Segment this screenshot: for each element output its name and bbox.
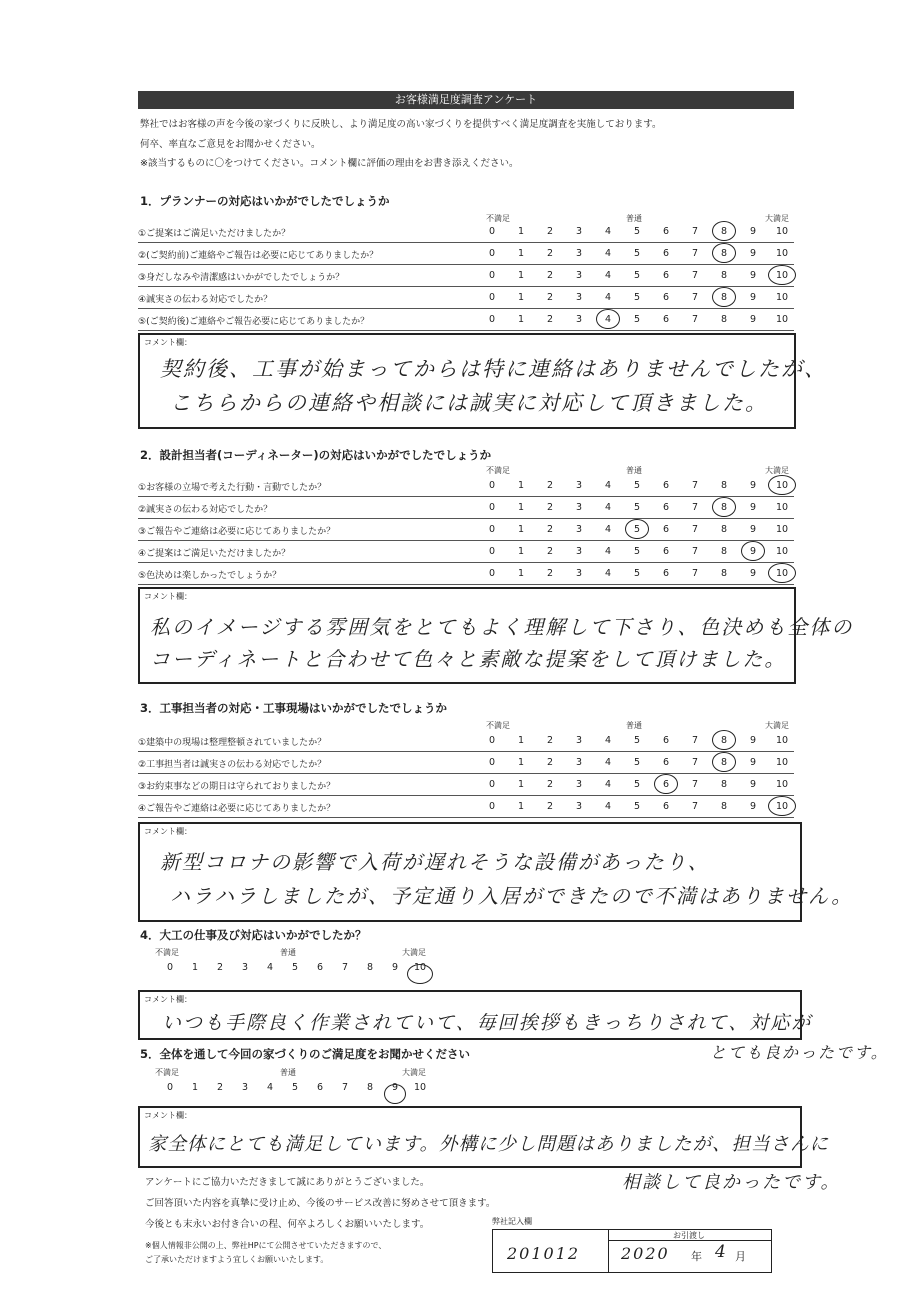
- scale-number: 9: [749, 524, 757, 535]
- answer-circle: [407, 964, 433, 984]
- scale-number: 8: [720, 779, 728, 790]
- scale-number: 3: [241, 962, 249, 973]
- scale-number: 2: [546, 248, 554, 259]
- scale-number: 8: [720, 524, 728, 535]
- scale-number: 10: [775, 524, 789, 535]
- scale-number: 0: [166, 962, 174, 973]
- scale-number: 7: [341, 962, 349, 973]
- scale-low: 不満足: [155, 1068, 179, 1077]
- scale-number: 8: [720, 270, 728, 281]
- scale-number: 1: [517, 735, 525, 746]
- scale-number: 1: [517, 568, 525, 579]
- scale-number: 10: [413, 1082, 427, 1093]
- comment-label: コメント欄：: [144, 592, 192, 601]
- scale-number: 10: [775, 248, 789, 259]
- scale-number: 8: [720, 568, 728, 579]
- scale-number: 1: [517, 524, 525, 535]
- scale-number: 1: [517, 314, 525, 325]
- question-row: [138, 242, 794, 265]
- scale-number: 2: [546, 757, 554, 768]
- scale-number: 0: [488, 779, 496, 790]
- scale-number: 9: [749, 801, 757, 812]
- scale-number: 0: [488, 801, 496, 812]
- scale-mid: 普通: [626, 721, 642, 730]
- scale-number: 10: [775, 801, 789, 812]
- scale-number: 6: [316, 1082, 324, 1093]
- scale-number: 4: [604, 226, 612, 237]
- scale-number: 8: [720, 546, 728, 557]
- scale-number: 3: [575, 779, 583, 790]
- scale-number: 7: [691, 292, 699, 303]
- scale-number: 9: [749, 226, 757, 237]
- answer-circle: [768, 475, 796, 495]
- scale-number: 2: [546, 546, 554, 557]
- scale-number: 0: [488, 248, 496, 259]
- stamp-year-unit: 年: [691, 1250, 702, 1263]
- scale-number: 4: [604, 292, 612, 303]
- scale-low: 不満足: [486, 466, 510, 475]
- scale-number: 10: [775, 757, 789, 768]
- scale-number: 10: [775, 502, 789, 513]
- scale-number: 1: [517, 757, 525, 768]
- intro-line-3: ※該当するものに〇をつけてください。コメント欄に評価の理由をお書き添えください。: [140, 158, 519, 169]
- scale-number: 5: [633, 568, 641, 579]
- stamp-year: 2020: [621, 1244, 670, 1263]
- scale-number: 2: [546, 480, 554, 491]
- scale-number: 0: [488, 314, 496, 325]
- answer-circle: [768, 563, 796, 583]
- scale-number: 9: [391, 1082, 399, 1093]
- scale-number: 6: [316, 962, 324, 973]
- question-row: [138, 308, 794, 331]
- scale-number: 5: [633, 270, 641, 281]
- scale-number: 4: [604, 757, 612, 768]
- section-4-title: 4．大工の仕事及び対応はいかがでしたか？: [140, 928, 367, 942]
- scale-number: 6: [662, 480, 670, 491]
- question-row: [138, 474, 794, 497]
- answer-circle: [712, 752, 736, 772]
- answer-circle: [625, 519, 649, 539]
- scale-number: 5: [633, 502, 641, 513]
- scale-number: 5: [633, 757, 641, 768]
- comment-box-2: [138, 587, 854, 684]
- question-row: [138, 795, 794, 818]
- question-row: [138, 220, 794, 243]
- question-row: [138, 264, 794, 287]
- scale-number: 9: [749, 248, 757, 259]
- answer-circle: [596, 309, 620, 329]
- scale-high: 大満足: [402, 1068, 426, 1077]
- intro-line-1: 弊社ではお客様の声を今後の家づくりに反映し、より満足度の高い家づくりを提供すべく満足度調査を実施しております。: [140, 119, 662, 130]
- scale-number: 6: [662, 292, 670, 303]
- scale-number: 6: [662, 801, 670, 812]
- scale-number: 1: [517, 292, 525, 303]
- scale-number: 6: [662, 546, 670, 557]
- scale-number: 9: [749, 314, 757, 325]
- scale-number: 3: [575, 314, 583, 325]
- scale-number: 3: [575, 735, 583, 746]
- scale-number: 10: [775, 568, 789, 579]
- answer-circle: [712, 221, 736, 241]
- scale-number: 4: [604, 314, 612, 325]
- scale-number: 3: [575, 757, 583, 768]
- privacy-line-1: ※個人情報非公開の上、弊社HPにて公開させていただきますので、: [145, 1241, 387, 1250]
- answer-circle: [654, 774, 678, 794]
- comment-2-line-2: コーディネートと合わせて色々と素敵な提案をして頂けました。: [150, 647, 787, 671]
- scale-number: 0: [488, 546, 496, 557]
- scale-number: 0: [488, 480, 496, 491]
- scale-number: 2: [546, 292, 554, 303]
- scale-number: 10: [775, 226, 789, 237]
- scale-number: 1: [517, 270, 525, 281]
- scale-number: 10: [775, 292, 789, 303]
- answer-circle: [712, 730, 736, 750]
- scale-number: 7: [691, 779, 699, 790]
- question-text: ⑤(ご契約後)ご連絡やご報告必要に応じてありましたか？: [138, 317, 370, 327]
- scale-number: 9: [749, 735, 757, 746]
- survey-title: お客様満足度調査アンケート: [138, 91, 794, 109]
- scale-number: 9: [749, 270, 757, 281]
- comment-label: コメント欄：: [144, 827, 192, 836]
- scale-number: 2: [546, 779, 554, 790]
- scale-number: 7: [691, 270, 699, 281]
- scale-number: 9: [749, 292, 757, 303]
- scale-number: 1: [191, 1082, 199, 1093]
- stamp-divider: [608, 1230, 609, 1272]
- scale-number: 7: [691, 314, 699, 325]
- scale-number: 1: [517, 248, 525, 259]
- scale-number: 9: [749, 779, 757, 790]
- scale-number: 5: [633, 546, 641, 557]
- comment-4-line-1: いつも手際良く作業されていて、毎回挨拶もきっちりされて、対応が: [162, 1012, 813, 1034]
- scale-low: 不満足: [486, 721, 510, 730]
- scale-low: 不満足: [486, 214, 510, 223]
- scale-number: 7: [341, 1082, 349, 1093]
- scale-number: 5: [633, 314, 641, 325]
- question-row: [138, 540, 794, 563]
- scale-number: 8: [720, 801, 728, 812]
- scale-number: 4: [604, 801, 612, 812]
- answer-circle: [712, 287, 736, 307]
- section-1-title: 1．プランナーの対応はいかがでしたでしょうか: [140, 194, 390, 208]
- scale-number: 4: [266, 962, 274, 973]
- scale-number: 3: [575, 226, 583, 237]
- question-text: ①ご提案はご満足いただけましたか？: [138, 229, 291, 239]
- scale-number: 5: [633, 801, 641, 812]
- comment-1-line-1: 契約後、工事が始まってからは特に連絡はありませんでしたが、: [160, 357, 827, 381]
- scale-number: 3: [575, 546, 583, 557]
- comment-5-line-1: 家全体にとても満足しています。外構に少し問題はありましたが、担当さんに: [148, 1134, 830, 1155]
- question-text: ③身だしなみや清潔感はいかがでしたでしょうか？: [138, 273, 345, 283]
- question-text: ④ご提案はご満足いただけましたか？: [138, 549, 291, 559]
- scale-number: 5: [633, 226, 641, 237]
- scale-number: 7: [691, 568, 699, 579]
- scale-number: 0: [488, 568, 496, 579]
- question-row: [138, 562, 794, 585]
- scale-number: 8: [366, 962, 374, 973]
- scale-number: 1: [517, 801, 525, 812]
- scale-number: 7: [691, 480, 699, 491]
- question-text: ④誠実さの伝わる対応でしたか？: [138, 295, 273, 305]
- scale-number: 7: [691, 757, 699, 768]
- scale-number: 8: [366, 1082, 374, 1093]
- footer-line-3: 今後とも末永いお付き合いの程、何卒よろしくお願いいたします。: [145, 1219, 430, 1230]
- answer-circle: [712, 243, 736, 263]
- footer-line-1: アンケートにご協力いただきまして誠にありがとうございました。: [145, 1177, 430, 1188]
- scale-low: 不満足: [155, 948, 179, 957]
- scale-number: 3: [575, 270, 583, 281]
- scale-number: 7: [691, 524, 699, 535]
- scale-number: 7: [691, 546, 699, 557]
- scale-number: 0: [488, 524, 496, 535]
- scale-number: 2: [546, 270, 554, 281]
- scale-number: 9: [749, 480, 757, 491]
- comment-5-line-2: 相談して良かったです。: [622, 1172, 841, 1193]
- scale-number: 0: [488, 502, 496, 513]
- scale-number: 1: [191, 962, 199, 973]
- scale-number: 5: [291, 962, 299, 973]
- question-text: ②誠実さの伝わる対応でしたか？: [138, 505, 273, 515]
- scale-number: 8: [720, 757, 728, 768]
- scale-number: 6: [662, 314, 670, 325]
- question-text: ②工事担当者は誠実さの伝わる対応でしたか？: [138, 760, 327, 770]
- question-text: ③ご報告やご連絡は必要に応じてありましたか？: [138, 527, 336, 537]
- question-text: ④ご報告やご連絡は必要に応じてありましたか？: [138, 804, 336, 814]
- scale-mid: 普通: [626, 466, 642, 475]
- answer-circle: [384, 1084, 406, 1104]
- scale-number: 10: [775, 735, 789, 746]
- stamp-id: 201012: [507, 1244, 581, 1263]
- scale-number: 0: [488, 757, 496, 768]
- question-text: ②(ご契約前)ご連絡やご報告は必要に応じてありましたか？: [138, 251, 379, 261]
- comment-1-line-2: こちらからの連絡や相談には誠実に対応して頂きました。: [170, 391, 768, 415]
- scale-number: 4: [604, 779, 612, 790]
- scale-number: 7: [691, 502, 699, 513]
- scale-number: 2: [546, 314, 554, 325]
- answer-circle: [768, 796, 796, 816]
- scale-number: 6: [662, 757, 670, 768]
- scale-number: 10: [775, 270, 789, 281]
- scale-number: 4: [604, 270, 612, 281]
- comment-label: コメント欄：: [144, 1111, 192, 1120]
- scale-number: 8: [720, 292, 728, 303]
- scale-number: 7: [691, 801, 699, 812]
- question-text: ⑤色決めは楽しかったでしょうか？: [138, 571, 282, 581]
- answer-circle: [768, 265, 796, 285]
- scale-number: 3: [575, 524, 583, 535]
- question-row: [138, 496, 794, 519]
- scale-number: 4: [604, 480, 612, 491]
- answer-circle: [712, 497, 736, 517]
- answer-circle: [741, 541, 765, 561]
- scale-number: 6: [662, 226, 670, 237]
- scale-number: 3: [575, 568, 583, 579]
- stamp-month: 4: [715, 1242, 728, 1262]
- scale-number: 0: [166, 1082, 174, 1093]
- scale-number: 1: [517, 226, 525, 237]
- section-3-title: 3．工事担当者の対応・工事現場はいかがでしたでしょうか: [140, 701, 447, 715]
- scale-mid: 普通: [626, 214, 642, 223]
- scale-number: 8: [720, 502, 728, 513]
- scale-number: 6: [662, 779, 670, 790]
- scale-number: 9: [749, 502, 757, 513]
- scale-number: 2: [546, 735, 554, 746]
- scale-number: 7: [691, 248, 699, 259]
- scale-number: 3: [575, 248, 583, 259]
- scale-number: 2: [546, 524, 554, 535]
- scale-number: 1: [517, 502, 525, 513]
- scale-number: 3: [241, 1082, 249, 1093]
- scale-number: 9: [749, 568, 757, 579]
- comment-label: コメント欄：: [144, 338, 192, 347]
- question-text: ③お約束事などの期日は守られておりましたか？: [138, 782, 336, 792]
- comment-box-4: [138, 990, 813, 1040]
- scale-number: 2: [216, 1082, 224, 1093]
- scale-high: 大満足: [765, 466, 789, 475]
- scale-number: 4: [604, 524, 612, 535]
- scale-number: 2: [546, 502, 554, 513]
- question-row: [138, 518, 794, 541]
- scale-high: 大満足: [765, 214, 789, 223]
- scale-number: 1: [517, 779, 525, 790]
- comment-3-line-2: ハラハラしましたが、予定通り入居ができたので不満はありません。: [170, 884, 854, 908]
- scale-number: 2: [546, 801, 554, 812]
- scale-number: 8: [720, 248, 728, 259]
- stamp-col-label: お引渡し: [673, 1231, 705, 1240]
- stamp-month-unit: 月: [735, 1250, 746, 1263]
- scale-number: 3: [575, 801, 583, 812]
- question-row: [138, 773, 794, 796]
- question-row: [138, 729, 794, 752]
- comment-3-line-1: 新型コロナの影響で入荷が遅れそうな設備があったり、: [160, 850, 710, 874]
- scale-number: 4: [604, 568, 612, 579]
- scale-number: 10: [775, 546, 789, 557]
- scale-number: 8: [720, 735, 728, 746]
- scale-number: 6: [662, 568, 670, 579]
- footer-line-2: ご回答頂いた内容を真摯に受け止め、今後のサービス改善に努めさせて頂きます。: [145, 1198, 496, 1209]
- scale-number: 6: [662, 524, 670, 535]
- scale-high: 大満足: [765, 721, 789, 730]
- scale-number: 5: [291, 1082, 299, 1093]
- scale-number: 9: [749, 546, 757, 557]
- scale-number: 9: [391, 962, 399, 973]
- scale-high: 大満足: [402, 948, 426, 957]
- scale-number: 5: [633, 292, 641, 303]
- scale-number: 0: [488, 270, 496, 281]
- scale-number: 10: [775, 779, 789, 790]
- scale-number: 8: [720, 314, 728, 325]
- scale-number: 2: [216, 962, 224, 973]
- scale-number: 10: [413, 962, 427, 973]
- scale-number: 8: [720, 480, 728, 491]
- scale-number: 4: [604, 248, 612, 259]
- question-text: ①建築中の現場は整理整頓されていましたか？: [138, 738, 327, 748]
- scale-number: 6: [662, 735, 670, 746]
- question-row: [138, 751, 794, 774]
- question-row: [138, 286, 794, 309]
- scale-number: 5: [633, 248, 641, 259]
- scale-number: 4: [604, 735, 612, 746]
- section-2-title: 2．設計担当者(コーディネーター)の対応はいかがでしたでしょうか: [140, 448, 492, 462]
- scale-number: 5: [633, 779, 641, 790]
- scale-number: 5: [633, 524, 641, 535]
- scale-number: 3: [575, 480, 583, 491]
- scale-mid: 普通: [280, 948, 296, 957]
- scale-number: 4: [604, 546, 612, 557]
- comment-box-5: [138, 1106, 830, 1168]
- scale-number: 9: [749, 757, 757, 768]
- scale-number: 7: [691, 735, 699, 746]
- section-5-title: 5．全体を通して今回の家づくりのご満足度をお聞かせください: [140, 1047, 470, 1061]
- scale-number: 6: [662, 248, 670, 259]
- scale-mid: 普通: [280, 1068, 296, 1077]
- stamp-title: 弊社記入欄: [492, 1217, 532, 1226]
- comment-2-line-1: 私のイメージする雰囲気をとてもよく理解して下さり、色決めも全体の: [150, 615, 854, 639]
- privacy-line-2: ご了承いただけますよう宜しくお願いいたします。: [145, 1255, 329, 1264]
- scale-number: 3: [575, 502, 583, 513]
- scale-number: 4: [266, 1082, 274, 1093]
- scale-number: 2: [546, 226, 554, 237]
- question-text: ①お客様の立場で考えた行動・言動でしたか？: [138, 483, 327, 493]
- scale-number: 7: [691, 226, 699, 237]
- scale-number: 8: [720, 226, 728, 237]
- scale-number: 2: [546, 568, 554, 579]
- scale-number: 5: [633, 480, 641, 491]
- stamp-box: [492, 1229, 772, 1273]
- scale-number: 5: [633, 735, 641, 746]
- intro-line-2: 何卒、率直なご意見をお聞かせください。: [140, 139, 321, 150]
- scale-number: 4: [604, 502, 612, 513]
- scale-number: 6: [662, 502, 670, 513]
- scale-number: 1: [517, 546, 525, 557]
- comment-4-line-2: とても良かったです。: [710, 1043, 889, 1062]
- scale-number: 3: [575, 292, 583, 303]
- scale-number: 1: [517, 480, 525, 491]
- scale-number: 10: [775, 480, 789, 491]
- comment-label: コメント欄：: [144, 995, 192, 1004]
- comment-box-1: [138, 333, 827, 429]
- scale-number: 0: [488, 735, 496, 746]
- scale-number: 0: [488, 292, 496, 303]
- scale-number: 0: [488, 226, 496, 237]
- scale-number: 6: [662, 270, 670, 281]
- scale-number: 10: [775, 314, 789, 325]
- comment-box-3: [138, 822, 854, 922]
